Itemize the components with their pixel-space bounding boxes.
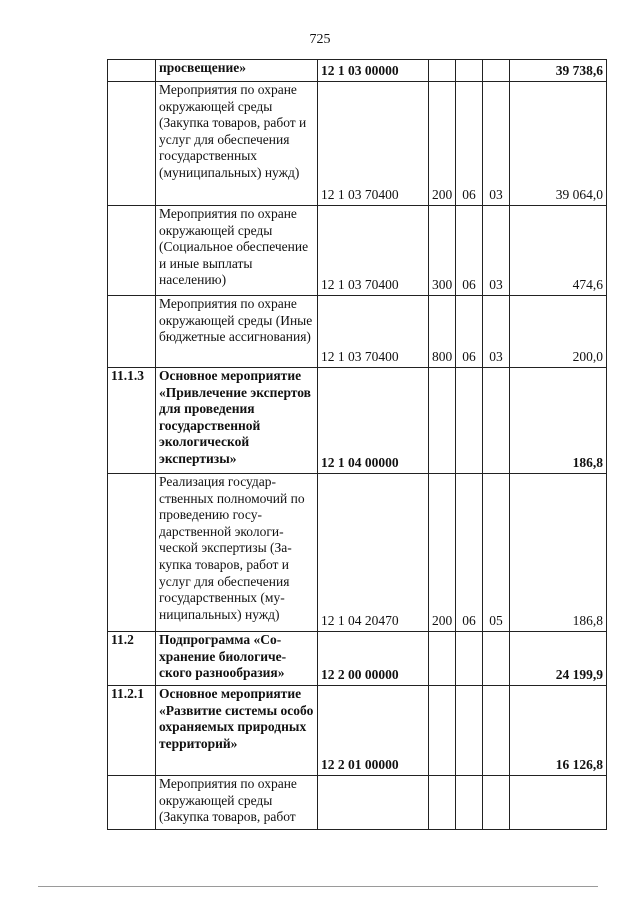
row-name-cell: Мероприятия по охране окружающей среды (Закупка товаров, работ — [156, 776, 318, 830]
row-section-cell: 06 — [456, 206, 483, 296]
row-amount-cell: 200,0 — [510, 296, 607, 368]
row-number-cell — [108, 206, 156, 296]
row-name-cell: Основное мероприятие «Привлечение экспертов для проведения государственной экологической экспертизы» — [156, 368, 318, 474]
row-number-cell: 11.2.1 — [108, 686, 156, 776]
table-row — [108, 60, 607, 82]
row-subsection-cell — [483, 368, 510, 474]
table-row — [108, 776, 607, 830]
row-code-cell: 12 1 04 00000 — [318, 368, 429, 474]
row-amount-cell: 39 738,6 — [510, 60, 607, 82]
row-code-cell: 12 1 03 70400 — [318, 296, 429, 368]
row-amount-cell — [510, 776, 607, 830]
row-expense-type-cell: 200 — [429, 474, 456, 632]
footer-divider — [38, 886, 598, 887]
row-code-cell: 12 2 00 00000 — [318, 632, 429, 686]
row-amount-cell: 474,6 — [510, 206, 607, 296]
row-expense-type-cell — [429, 776, 456, 830]
row-subsection-cell — [483, 60, 510, 82]
row-code-cell — [318, 776, 429, 830]
row-subsection-cell — [483, 632, 510, 686]
row-name-cell: Мероприятия по охране окружающей среды (Иные бюджетные ассигнования) — [156, 296, 318, 368]
table-row — [108, 296, 607, 368]
page-number: 725 — [309, 32, 331, 47]
row-subsection-cell: 03 — [483, 82, 510, 206]
row-amount-cell: 24 199,9 — [510, 632, 607, 686]
table-row — [108, 632, 607, 686]
row-code-cell: 12 1 03 00000 — [318, 60, 429, 82]
table-row — [108, 474, 607, 632]
row-subsection-cell: 03 — [483, 206, 510, 296]
row-number-cell: 11.1.3 — [108, 368, 156, 474]
row-number-cell — [108, 60, 156, 82]
row-subsection-cell — [483, 776, 510, 830]
row-number-cell: 11.2 — [108, 632, 156, 686]
row-amount-cell: 186,8 — [510, 368, 607, 474]
row-number-cell — [108, 474, 156, 632]
table-row — [108, 82, 607, 206]
row-expense-type-cell — [429, 686, 456, 776]
budget-table — [107, 59, 607, 830]
row-section-cell: 06 — [456, 82, 483, 206]
row-number-cell — [108, 296, 156, 368]
row-amount-cell: 16 126,8 — [510, 686, 607, 776]
row-amount-cell: 39 064,0 — [510, 82, 607, 206]
row-section-cell — [456, 60, 483, 82]
row-section-cell — [456, 368, 483, 474]
row-number-cell — [108, 776, 156, 830]
budget-table-body — [108, 60, 607, 830]
row-subsection-cell — [483, 686, 510, 776]
row-section-cell — [456, 776, 483, 830]
row-expense-type-cell: 200 — [429, 82, 456, 206]
row-expense-type-cell: 300 — [429, 206, 456, 296]
row-expense-type-cell — [429, 60, 456, 82]
row-name-cell: Подпрограмма «Сохранение биологического разнообразия» — [156, 632, 318, 686]
row-number-cell — [108, 82, 156, 206]
row-name-cell: Мероприятия по охране окружающей среды (Закупка товаров, работ и услуг для обеспечения государственных (муниципальных) нужд) — [156, 82, 318, 206]
row-amount-cell: 186,8 — [510, 474, 607, 632]
row-expense-type-cell: 800 — [429, 296, 456, 368]
row-code-cell: 12 2 01 00000 — [318, 686, 429, 776]
table-row — [108, 206, 607, 296]
row-name-cell: Основное мероприятие «Развитие системы особо охраняемых природных территорий» — [156, 686, 318, 776]
row-section-cell: 06 — [456, 474, 483, 632]
row-name-cell: Мероприятия по охране окружающей среды (Социальное обеспечение и иные выплаты населению) — [156, 206, 318, 296]
table-row — [108, 368, 607, 474]
row-section-cell — [456, 632, 483, 686]
row-subsection-cell: 05 — [483, 474, 510, 632]
row-section-cell: 06 — [456, 296, 483, 368]
row-name-cell: просвещение» — [156, 60, 318, 82]
row-expense-type-cell — [429, 632, 456, 686]
row-code-cell: 12 1 03 70400 — [318, 206, 429, 296]
row-code-cell: 12 1 03 70400 — [318, 82, 429, 206]
table-row — [108, 686, 607, 776]
row-code-cell: 12 1 04 20470 — [318, 474, 429, 632]
row-subsection-cell: 03 — [483, 296, 510, 368]
row-section-cell — [456, 686, 483, 776]
row-name-cell: Реализация государственных полномочий по проведению государственной экологической экспертизы (Закупка товаров, работ и услуг для обеспечения государственных (муниципальных) нужд) — [156, 474, 318, 632]
row-expense-type-cell — [429, 368, 456, 474]
